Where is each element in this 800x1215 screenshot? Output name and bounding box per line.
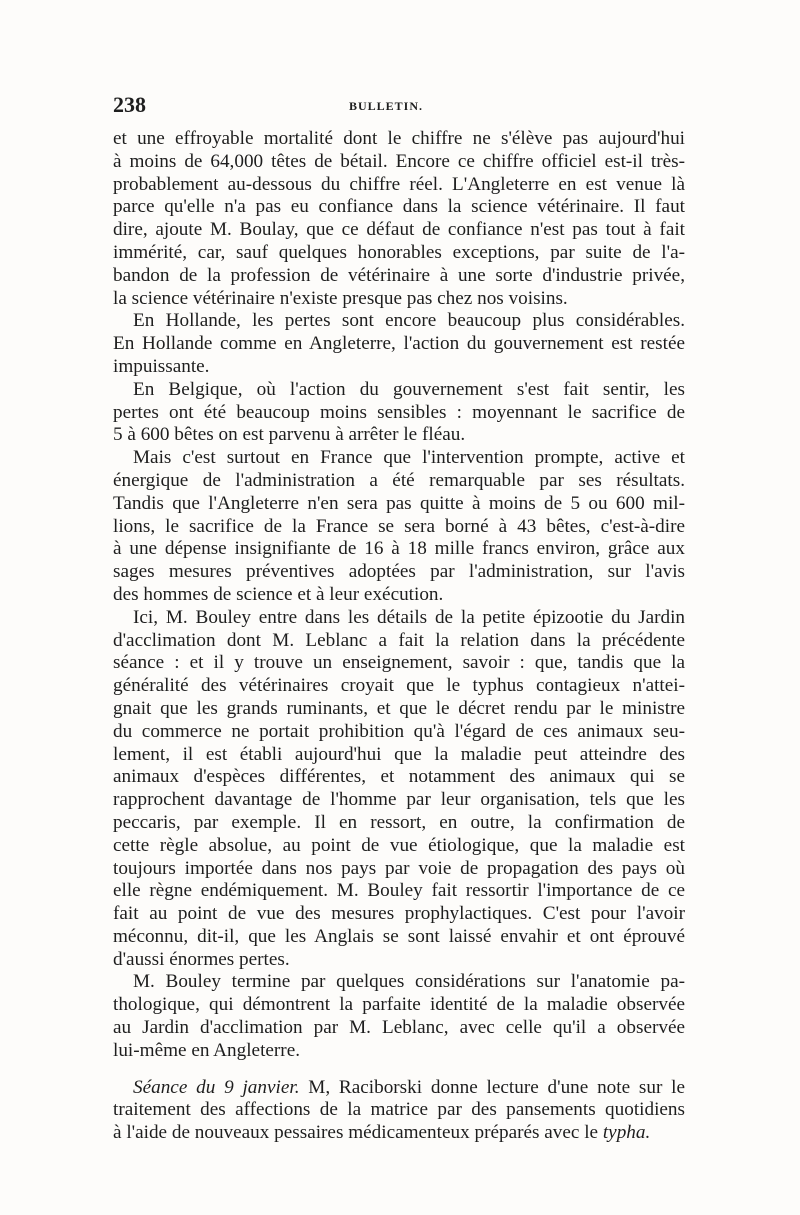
text-line: impuissante. <box>113 355 210 377</box>
text-line: d'acclimation dont M. Leblanc a fait la relation dans la précédente <box>113 629 685 651</box>
text-line: à une dépense insignifiante de 16 à 18 mille francs environ, grâce aux <box>113 538 685 560</box>
text-line: dire, ajoute M. Boulay, que ce défaut de confiance n'est pas tout à fait <box>113 219 685 241</box>
text-line: Mais c'est surtout en France que l'intervention prompte, active et <box>133 447 685 469</box>
seance-date-label: Séance du 9 janvier. <box>133 1076 300 1098</box>
section-gap <box>113 1063 685 1077</box>
running-title: BULLETIN. <box>349 99 424 113</box>
text-line: peccaris, par exemple. Il en ressort, en outre, la confirmation de <box>113 811 685 833</box>
text-line: parce qu'elle n'a pas eu confiance dans la science vétérinaire. Il faut <box>113 196 685 218</box>
typha-word: typha. <box>602 1122 651 1144</box>
text-line: toujours importée dans nos pays par voie de propagation des pays où <box>113 857 685 879</box>
paragraph <box>113 971 685 1062</box>
seance-text: à l'aide de nouveaux pessaires médicamenteux préparés avec le <box>113 1122 603 1144</box>
text-line: lement, il est établi aujourd'hui que la maladie peut atteindre des <box>113 743 685 765</box>
text-line: à moins de 64,000 têtes de bétail. Encore ce chiffre officiel est-il très- <box>113 150 685 172</box>
text-line: énergique de l'administration a été remarquable par ses résultats. <box>113 469 685 491</box>
text-line: probablement au-dessous du chiffre réel. L'Angleterre en est venue là <box>113 173 685 195</box>
text-line: du commerce ne portait prohibition qu'à l'égard de ces animaux seu- <box>113 720 685 742</box>
text-line: cette règle absolue, au point de vue étiologique, que la maladie est <box>113 834 685 856</box>
text-line: traitement des affections de la matrice par des pansements quotidiens <box>113 1099 685 1121</box>
text-line: Ici, M. Bouley entre dans les détails de la petite épizootie du Jardin <box>133 606 685 628</box>
paragraph <box>113 128 685 310</box>
text-line: pertes ont été beaucoup moins sensibles : moyennant le sacrifice de <box>113 401 685 423</box>
text-line: En Hollande comme en Angleterre, l'action du gouvernement est restée <box>113 333 685 355</box>
text-line: lions, le sacrifice de la France se sera borné à 43 bêtes, c'est-à-dire <box>113 515 685 537</box>
text-line: 5 à 600 bêtes on est parvenu à arrêter le fléau. <box>113 424 466 446</box>
text-line: séance : et il y trouve un enseignement, savoir : que, tandis que la <box>113 652 685 674</box>
paragraph <box>113 379 685 447</box>
text-line: lui-même en Angleterre. <box>113 1039 301 1061</box>
body-text <box>113 128 685 1145</box>
text-line: thologique, qui démontrent la parfaite identité de la maladie observée <box>113 994 685 1016</box>
text-line: généralité des vétérinaires croyait que le typhus contagieux n'attei- <box>113 675 685 697</box>
text-line: immérité, car, sauf quelques honorables exceptions, par suite de l'a- <box>113 241 685 263</box>
text-line: Tandis que l'Angleterre n'en sera pas quitte à moins de 5 ou 600 mil- <box>113 492 685 514</box>
text-line: des hommes de science et à leur exécution. <box>113 583 444 605</box>
text-line: En Belgique, où l'action du gouvernement s'est fait sentir, les <box>133 378 685 400</box>
text-line: au Jardin d'acclimation par M. Leblanc, avec celle qu'il a observée <box>113 1017 685 1039</box>
text-line: En Hollande, les pertes sont encore beaucoup plus considérables. <box>133 310 685 332</box>
page-header <box>113 92 685 122</box>
text-line: sages mesures préventives adoptées par l'administration, sur l'avis <box>113 561 685 583</box>
page-number: 238 <box>113 92 146 117</box>
text-line: bandon de la profession de vétérinaire à une sorte d'industrie privée, <box>113 264 685 286</box>
text-line: d'aussi énormes pertes. <box>113 948 290 970</box>
text-line: fait au point de vue des mesures prophylactiques. C'est pour l'avoir <box>113 903 685 925</box>
text-line <box>113 1122 685 1145</box>
text-line: méconnu, dit-il, que les Anglais se sont laissé envahir et ont éprouvé <box>113 925 685 947</box>
text-line: elle règne endémiquement. M. Bouley fait ressortir l'importance de ce <box>113 880 685 902</box>
text-line: la science vétérinaire n'existe presque pas chez nos voisins. <box>113 287 568 309</box>
text-line: et une effroyable mortalité dont le chiffre ne s'élève pas aujourd'hui <box>113 128 685 149</box>
text-line: M. Bouley termine par quelques considérations sur l'anatomie pa- <box>133 971 685 993</box>
text-line: gnait que les grands ruminants, et que le décret rendu par le ministre <box>113 697 685 719</box>
seance-paragraph <box>113 1077 685 1145</box>
paragraph <box>113 607 685 972</box>
text-line: rapprochent davantage de l'homme par leur organisation, tels que les <box>113 789 685 811</box>
paragraph <box>113 447 685 607</box>
text-line <box>113 1077 685 1100</box>
text-line: animaux d'espèces différentes, et notamment des animaux qui se <box>113 766 685 788</box>
seance-text: M, Raciborski donne lecture d'une note sur le <box>299 1076 685 1098</box>
paragraph <box>113 310 685 378</box>
